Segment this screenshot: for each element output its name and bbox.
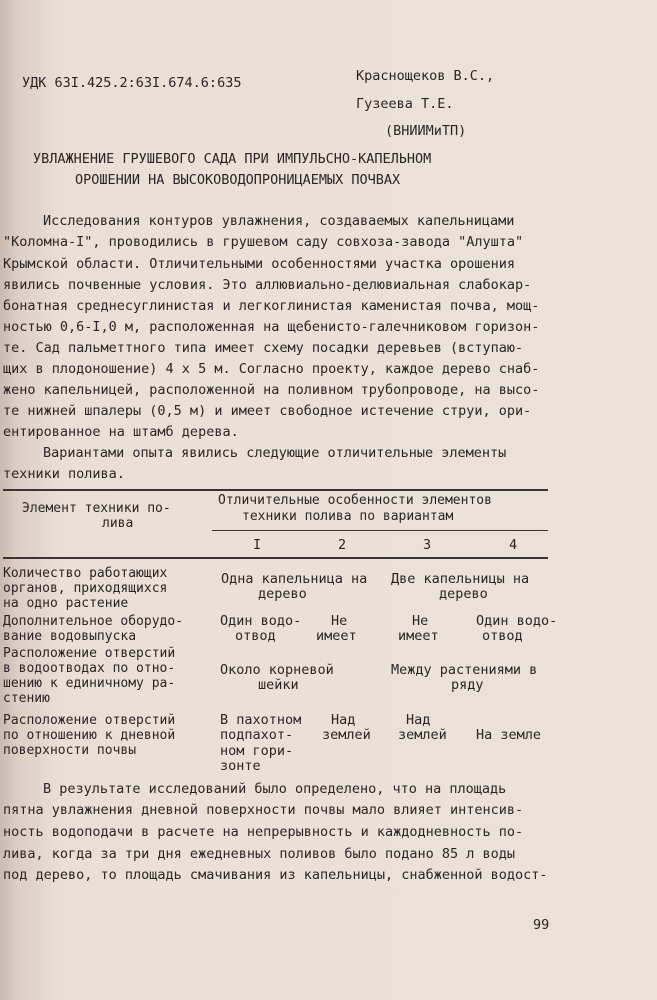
cell-v12: шейки xyxy=(258,677,299,693)
row-label: в водоотводах по отно- xyxy=(3,661,176,676)
row-label: органов, приходящихся xyxy=(3,581,168,596)
row-label: Расположение отверстий xyxy=(3,713,176,728)
title-line-1: УВЛАЖНЕНИЕ ГРУШЕВОГО САДА ПРИ ИМПУЛЬСНО-КАПЕЛЬНОМ xyxy=(33,151,432,167)
title-line-2: ОРОШЕНИИ НА ВЫСОКОВОДОПРОНИЦАЕМЫХ ПОЧВАХ xyxy=(75,172,401,188)
cell-v34: Между растениями в xyxy=(391,662,538,678)
cell-v3: Не xyxy=(412,613,429,629)
paragraph-line: бонатная среднесуглинистая и легкоглинистая каменистая почва, мощ- xyxy=(3,298,540,314)
variant-header: 2 xyxy=(338,537,347,553)
cell-v2: имеет xyxy=(316,628,357,644)
cell-v1: В пахотном xyxy=(220,712,302,728)
paragraph-line: Крымской области. Отличительными особенностями участка орошения xyxy=(3,256,516,272)
paragraph-line: Вариантами опыта явились следующие отличительные элементы xyxy=(43,445,507,461)
paragraph-line: техники полива. xyxy=(3,466,125,482)
paragraph-line: ентированное на штамб дерева. xyxy=(3,424,239,440)
cell-v3: землей xyxy=(398,727,447,743)
cell-v1: Один водо- xyxy=(220,613,302,629)
paragraph-line: те. Сад пальметтного типа имеет схему посадки деревьев (вступаю- xyxy=(3,340,524,356)
table-col1-header: лива xyxy=(102,516,134,531)
affiliation: (ВНИИМиТП) xyxy=(385,123,467,139)
cell-v2: Не xyxy=(331,613,348,629)
author-1: Краснощеков В.С., xyxy=(356,68,495,84)
paragraph-line: В результате исследований было определено, что на площадь xyxy=(43,781,507,797)
cell-v34: дерево xyxy=(439,586,488,602)
cell-v1: подпахот- xyxy=(220,727,294,743)
row-label: Расположение отверстий xyxy=(3,646,176,661)
table-col1-header: Элемент техники по- xyxy=(22,501,171,516)
cell-v4: На земле xyxy=(476,727,542,743)
paragraph-line: щих в плодоношение) 4 х 5 м. Согласно проекту, каждое дерево снаб- xyxy=(3,361,540,377)
cell-v3: имеет xyxy=(398,628,439,644)
row-label: по отношению к дневной xyxy=(3,728,176,743)
row-label: шению к единичному ра- xyxy=(3,676,176,691)
paragraph-line: лива, когда за три дня ежедневных поливов было подано 85 л воды xyxy=(3,846,516,862)
author-2: Гузеева Т.Е. xyxy=(356,96,454,112)
cell-v2: Над xyxy=(331,712,356,728)
page-number: 99 xyxy=(533,917,550,933)
table-header-rule xyxy=(3,557,548,559)
paragraph-line: те нижней шпалеры (0,5 м) и имеет свободное истечение струи, ори- xyxy=(3,403,532,419)
row-label: стению xyxy=(3,691,50,706)
row-label: вание водовыпуска xyxy=(3,629,137,644)
row-label: Дополнительное оборудо- xyxy=(3,614,184,629)
paragraph-line: "Коломна-I", проводились в грушевом саду совхоза-завода "Алушта" xyxy=(3,234,524,250)
cell-v1: отвод xyxy=(235,628,276,644)
variant-header: 3 xyxy=(423,537,432,553)
cell-v3: Над xyxy=(406,712,431,728)
cell-v12: Одна капельница на xyxy=(221,571,368,587)
cell-v12: дерево xyxy=(258,586,307,602)
row-label: Количество работающих xyxy=(3,566,168,581)
cell-v2: землей xyxy=(322,727,371,743)
paragraph-line: ность водоподачи в расчете на непрерывность и каждодневность по- xyxy=(3,824,524,840)
cell-v4: Один водо- xyxy=(476,613,558,629)
paragraph-line: явились почвенные условия. Это аллювиально-делювиальная слабокар- xyxy=(3,277,532,293)
udc-code: УДК 63I.425.2:63I.674.6:635 xyxy=(22,75,242,91)
row-label: на одно растение xyxy=(3,596,129,611)
cell-v4: отвод xyxy=(482,628,523,644)
paragraph-line: под дерево, то площадь смачивания из капельницы, снабженной водост- xyxy=(3,867,548,883)
row-label: поверхности почвы xyxy=(3,743,137,758)
paragraph-line: жено капельницей, расположенной на поливном трубопроводе, на высо- xyxy=(3,382,540,398)
table-group-header: Отличительные особенности элементов xyxy=(218,493,492,508)
cell-v34: Две капельницы на xyxy=(391,571,530,587)
cell-v12: Около корневой xyxy=(220,662,334,678)
paragraph-line: пятна увлажнения дневной поверхности почвы мало влияет интенсив- xyxy=(3,802,524,818)
table-top-rule xyxy=(3,489,548,491)
paragraph-line: ностью 0,6-I,0 м, расположенная на щебенисто-галечниковом горизон- xyxy=(3,319,540,335)
cell-v1: зонте xyxy=(220,758,261,774)
cell-v1: ном гори- xyxy=(220,743,294,759)
paragraph-line: Исследования контуров увлажнения, создаваемых капельницами xyxy=(43,213,515,229)
variant-header: I xyxy=(253,537,262,553)
table-group-rule xyxy=(212,530,548,531)
table-group-header: техники полива по вариантам xyxy=(242,509,454,524)
variant-header: 4 xyxy=(509,537,518,553)
cell-v34: ряду xyxy=(451,677,484,693)
